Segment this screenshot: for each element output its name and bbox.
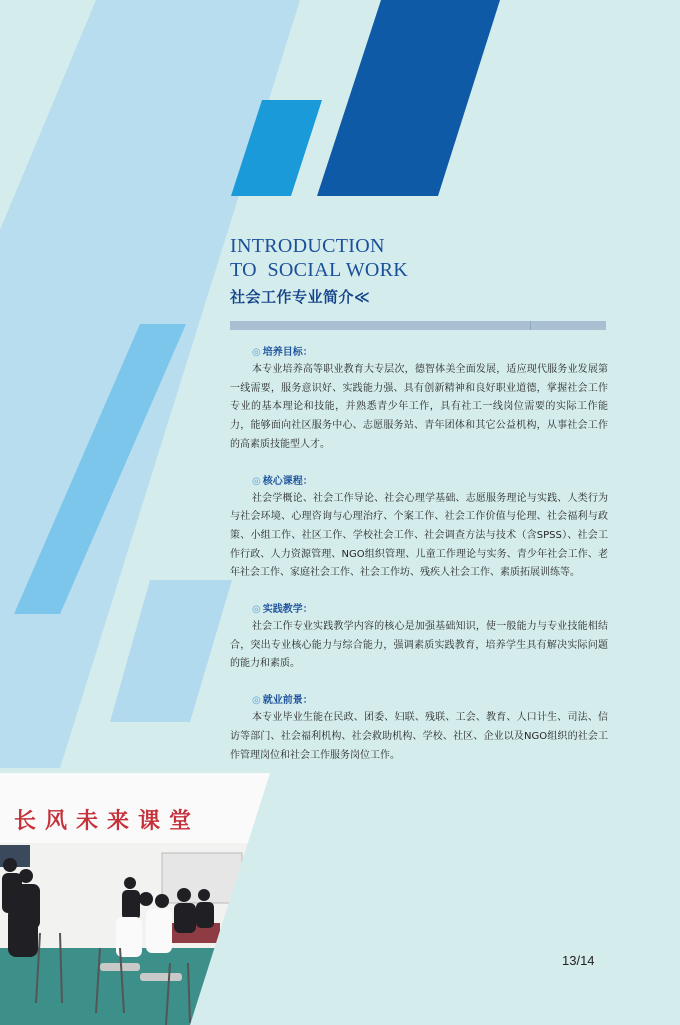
page-number: 13/14 — [562, 953, 595, 968]
title-divider-bar — [230, 321, 606, 330]
faint-blue-parallelogram — [110, 580, 232, 722]
section-core-courses — [230, 473, 608, 584]
divider-tick — [530, 321, 531, 330]
section-training-goals — [230, 344, 608, 455]
bullet-icon: ◎ — [252, 695, 261, 707]
section-body: 社会工作专业实践教学内容的核心是加强基础知识，使一般能力与专业技能相结合，突出专业核心能力与综合能力，强调素质实践教育，培养学生具有解决实际问题的能力和素质。 — [230, 621, 608, 670]
section-career-prospects — [230, 692, 608, 765]
english-title — [230, 234, 630, 282]
main-content — [230, 344, 608, 783]
section-heading: ◎ 就业前景： — [252, 695, 313, 707]
section-heading: ◎ 实践教学： — [252, 604, 313, 616]
section-heading: ◎ 核心课程： — [252, 475, 313, 487]
bullet-icon: ◎ — [252, 347, 261, 358]
section-practice-teaching — [230, 601, 608, 674]
section-body: 本专业毕业生能在民政、团委、妇联、残联、工会、教育、人口计生、司法、信访等部门、社会福利机构、社会救助机构、学校、社区、企业以及NGO组织的社会工作管理岗位和社会工作服务岗位工作。 — [230, 712, 608, 761]
section-heading: ◎ 培养目标： — [252, 347, 313, 358]
english-title-line2: TO SOCIAL WORK — [230, 259, 409, 281]
bullet-icon: ◎ — [252, 475, 261, 487]
section-body: 社会学概论、社会工作导论、社会心理学基础、志愿服务理论与实践、人类行为与社会环境、心理咨询与心理治疗、个案工作、社会工作价值与伦理、社会福利与政策、小组工作、社区工作、学校社会工作、社会调查方法与技术（含SPSS）、社会工作行政、人力资源管理、NGO组织管理、儿童工作理论与实务、青少年社会工作、老年社会工作、家庭社会工作、社会工作坊、残疾人社会工作、素质拓展训练等。 — [230, 492, 608, 579]
english-title-line1: INTRODUCTION — [230, 235, 385, 257]
section-body: 本专业培养高等职业教育大专层次，德智体美全面发展，适应现代服务业发展第一线需要，服务意识好、实践能力强、具有创新精神和良好职业道德，掌握社会工作专业的基本理论和技能，并熟悉青少年工作，具有社工一线岗位需要的实际工作能力，能够面向社区服务中心、志愿服务站、青年团体和其它公益机构，从事社会工作的高素质技能型人才。 — [230, 364, 608, 450]
chinese-title: 社会工作专业简介≪ — [230, 288, 371, 306]
classroom-sign: 长风未来课堂 — [14, 808, 201, 834]
dark-blue-parallelogram — [317, 0, 500, 196]
bullet-icon: ◎ — [252, 604, 261, 616]
